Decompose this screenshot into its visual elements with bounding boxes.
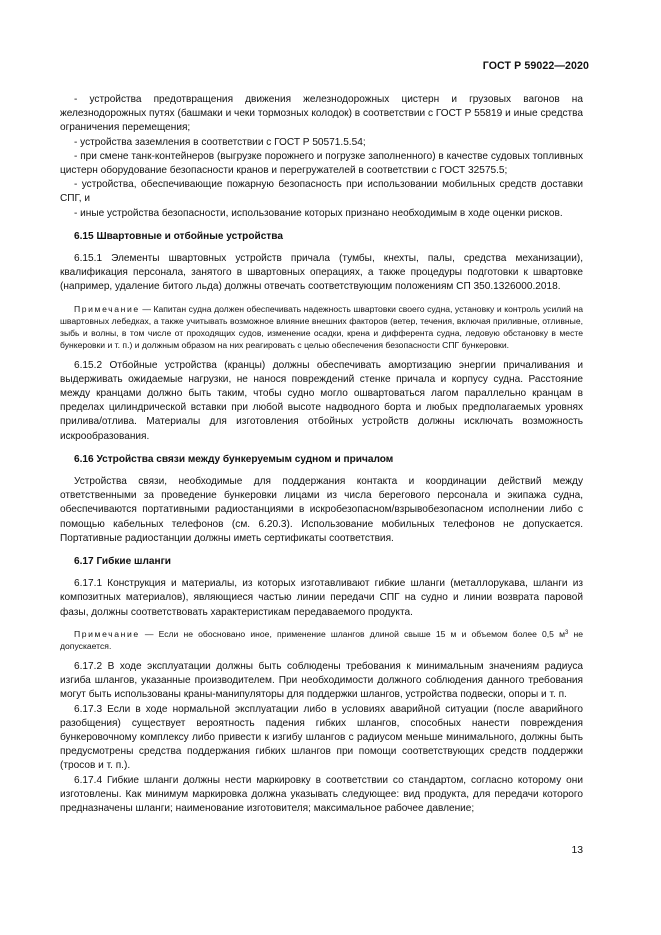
- section-heading-6-17: 6.17 Гибкие шланги: [74, 556, 171, 568]
- paragraph-6-17-4: 6.17.4 Гибкие шланги должны нести маркировку в соответствии со стандартом, согласно которому они изготовлены. Как минимум маркировка должна указывать следующее: вид продукта, для передачи которого предназначены шланги; наименование изготовителя; максимальное рабочее давление;: [60, 774, 583, 814]
- paragraph-6-16: Устройства связи, необходимые для поддержания контакта и координации действий между ответственными за проведение бункеровки лицами из числа берегового персонала и экипажа судна, обеспечиваются портативными радиостанциями в искробезопасном/взрывобезопасном исполнении либо с помощью кабельных телефонов (см. 6.20.3). Использование мобильных телефонов не допускается. Портативные радиостанции должны иметь сертификаты соответствия.: [60, 476, 583, 544]
- note-label: Примечание: [74, 303, 140, 314]
- note-superscript: 3: [565, 629, 569, 636]
- paragraph-6-17-3: 6.17.3 Если в ходе нормальной эксплуатации либо в условиях аварийной ситуации (после аварийного разобщения) существует вероятность падения гибких шлангов, способных нанести повреждения бункеровочному комплексу либо привести к изгибу шлангов с радиусом меньше минимального, должны быть предусмотрены средства поддержания гибких шлангов при помощи соответствующих средств поддержки (тросов и т. п.).: [60, 703, 583, 772]
- list-item: - устройства, обеспечивающие пожарную безопасность при использовании мобильных средств доставки СПГ, и: [60, 179, 583, 205]
- note-text: — Если не обосновано иное, применение шлангов длиной свыше 15 м и объемом более 0,5 м: [139, 628, 565, 639]
- paragraph-6-15-1: 6.15.1 Элементы швартовных устройств причала (тумбы, кнехты, палы, средства механизации), квалификация персонала, занятого в швартовных операциях, а также процедуры подготовки к швартовке (например, удаление битого льда) должны отвечать соответствующим положениям СП 350.1326000.2018.: [60, 253, 583, 293]
- note-label: Примечание: [74, 628, 140, 639]
- section-heading-6-16: 6.16 Устройства связи между бункеруемым судном и причалом: [74, 453, 394, 465]
- list-item: - устройства заземления в соответствии с ГОСТ Р 50571.5.54;: [74, 136, 366, 148]
- page-number: 13: [571, 845, 583, 856]
- list-item: - устройства предотвращения движения железнодорожных цистерн и грузовых вагонов на железнодорожных путях (башмаки и чеки тормозных колодок) в соответствии с ГОСТ Р 55819 и иные средства ограничения перемещения;: [60, 94, 583, 134]
- list-item: - иные устройства безопасности, использование которых признано необходимым в ходе оценки рисков.: [74, 207, 563, 219]
- section-heading-6-15: 6.15 Швартовные и отбойные устройства: [74, 230, 283, 242]
- page-body: [60, 93, 583, 816]
- paragraph-6-17-1: 6.17.1 Конструкция и материалы, из которых изготавливают гибкие шланги (металлорукава, шланги из композитных материалов), являющиеся частью линии передачи СПГ на судно и линии возврата паровой фазы, должны соответствовать характеристикам передаваемого продукта.: [60, 578, 583, 618]
- note-text: — Капитан судна должен обеспечивать надежность швартовки своего судна, установку и контроль усилий на швартовных лебедках, а также учитывать возможное влияние внешних факторов (ветер, течения, включая приливные, отливные, зыбь и волны, в том числе от проходящих судов, изменение осадки, крена и дифферента судна, ледовую обстановку в месте бункеровки и т. п.) и должным образом на них реагировать с целью обеспечения безопасности СПГ бункеровки.: [60, 303, 583, 350]
- standard-designation: ГОСТ Р 59022—2020: [482, 60, 589, 72]
- note-6-17: [60, 628, 583, 652]
- note-6-15: [60, 303, 583, 351]
- note-tail: не допускается.: [60, 628, 583, 651]
- paragraph-6-15-2: 6.15.2 Отбойные устройства (кранцы) должны обеспечивать амортизацию энергии причаливания и выдерживать ожидаемые нагрузки, не нанося повреждений стенке причала и корпусу судна. Расстояние между кранцами должно быть таким, чтобы судно могло ошвартоваться лагом параллельно кранцам в пределах цилиндрической вставки при любой высоте надводного борта и любых предполагаемых уровнях прилива/отлива. Материалы для изготовления отбойных устройств должны исключать возможность искрообразования.: [60, 359, 583, 442]
- list-item: - при смене танк-контейнеров (выгрузке порожнего и погрузке заполненного) в качестве судовых топливных цистерн оборудование безопасности кранов и перегружателей в соответствии с ГОСТ 32575.5;: [60, 150, 583, 177]
- paragraph-6-17-2: 6.17.2 В ходе эксплуатации должны быть соблюдены требования к минимальным значениям радиуса изгиба шлангов, указанные производителем. При необходимости должного соблюдения данного требования могут быть использованы краны-манипуляторы для поддержки шлангов, устройства подвески, опоры и т. п.: [60, 660, 583, 701]
